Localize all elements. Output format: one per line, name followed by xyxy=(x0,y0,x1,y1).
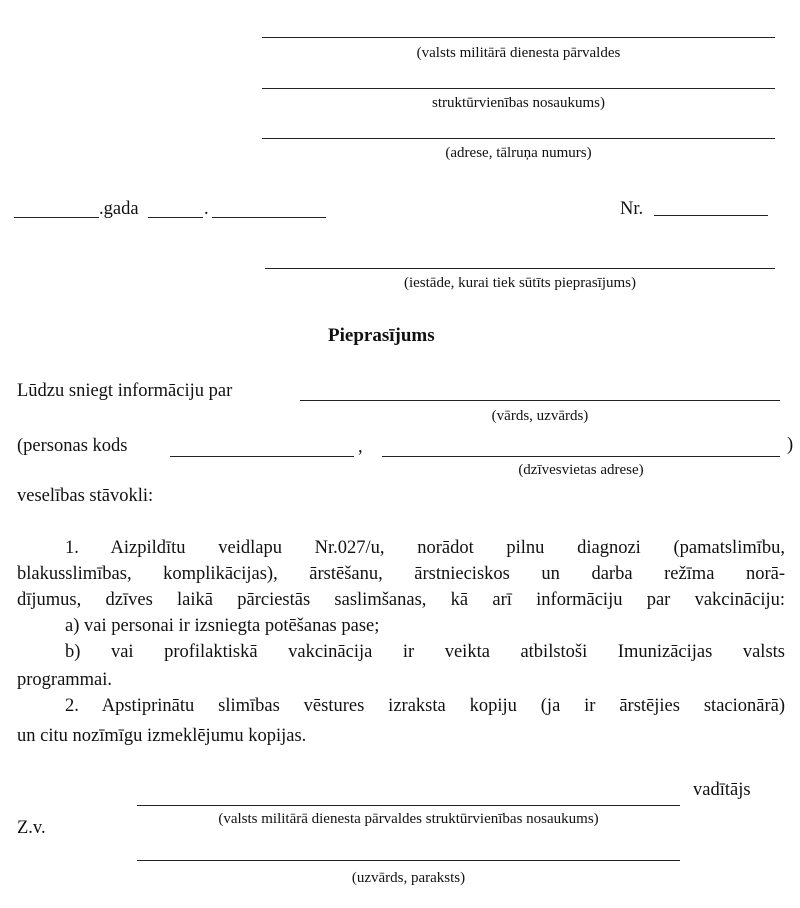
signature-caption: (uzvārds, paraksts) xyxy=(351,870,466,886)
address-field[interactable] xyxy=(382,456,780,457)
person-name-field[interactable] xyxy=(300,400,780,401)
person-name-caption: (vārds, uzvārds) xyxy=(491,408,589,424)
nr-field[interactable] xyxy=(654,215,768,216)
sender-address-caption: (adrese, tālruņa numurs) xyxy=(445,145,592,161)
gada-label: .gada xyxy=(99,199,139,219)
day-field[interactable] xyxy=(148,217,203,218)
item-1-b-cont xyxy=(17,667,785,749)
address-caption: (dzīvesvietas adrese) xyxy=(518,462,644,478)
unit-name-line[interactable] xyxy=(137,805,680,806)
item-1-line-2: blakusslimības, komplikācijas), ārstēšanu, ārstnieciskos un darba režīma norā- xyxy=(17,564,785,584)
item-1 xyxy=(17,535,785,665)
month-field[interactable] xyxy=(212,217,326,218)
request-intro: Lūdzu sniegt informāciju par xyxy=(17,381,233,401)
sender-unit-caption-1: (valsts militārā dienesta pārvaldes xyxy=(416,45,621,61)
year-field[interactable] xyxy=(14,217,99,218)
nr-label: Nr. xyxy=(620,199,644,219)
sender-unit-line-2[interactable] xyxy=(262,88,775,89)
item-1-line-3: dījumus, dzīves laikā pārciestās saslimšanas, kā arī informāciju par vakcināciju: xyxy=(17,590,785,610)
item-1-b-line-1: b) vai profilaktiskā vakcinācija ir veikta atbilstoši Imunizācijas valsts xyxy=(65,642,785,662)
close-paren: ) xyxy=(787,435,794,455)
sender-unit-caption-2: struktūrvienības nosaukums) xyxy=(432,95,605,111)
recipient-line[interactable] xyxy=(265,268,775,269)
item-1-a: a) vai personai ir izsniegta potēšanas pase; xyxy=(65,616,380,636)
personal-code-field[interactable] xyxy=(170,456,354,457)
recipient-caption: (iestāde, kurai tiek sūtīts pieprasījums) xyxy=(403,275,637,291)
health-label: veselības stāvokli: xyxy=(17,486,154,506)
comma: , xyxy=(358,437,363,457)
sender-unit-line-1[interactable] xyxy=(262,37,775,38)
item-1-line-1: 1. Aizpildītu veidlapu Nr.027/u, norādot pilnu diagnozi (pamatslimību, xyxy=(65,538,785,558)
item-2-line-2: un citu nozīmīgu izmeklējumu kopijas. xyxy=(17,726,307,746)
signature-line[interactable] xyxy=(137,860,680,861)
date-dot: . xyxy=(204,199,209,219)
sender-address-line[interactable] xyxy=(262,138,775,139)
personal-code-label: (personas kods xyxy=(17,436,128,456)
document-title: Pieprasījums xyxy=(328,325,435,346)
item-1-b-line-2: programmai. xyxy=(17,670,113,690)
stamp-label: Z.v. xyxy=(17,818,46,838)
unit-name-caption: (valsts militārā dienesta pārvaldes struktūrvienības nosaukums) xyxy=(218,811,599,827)
item-2-line-1: 2. Apstiprinātu slimības vēstures izraksta kopiju (ja ir ārstējies stacionārā) xyxy=(65,696,785,716)
head-label: vadītājs xyxy=(693,780,751,800)
